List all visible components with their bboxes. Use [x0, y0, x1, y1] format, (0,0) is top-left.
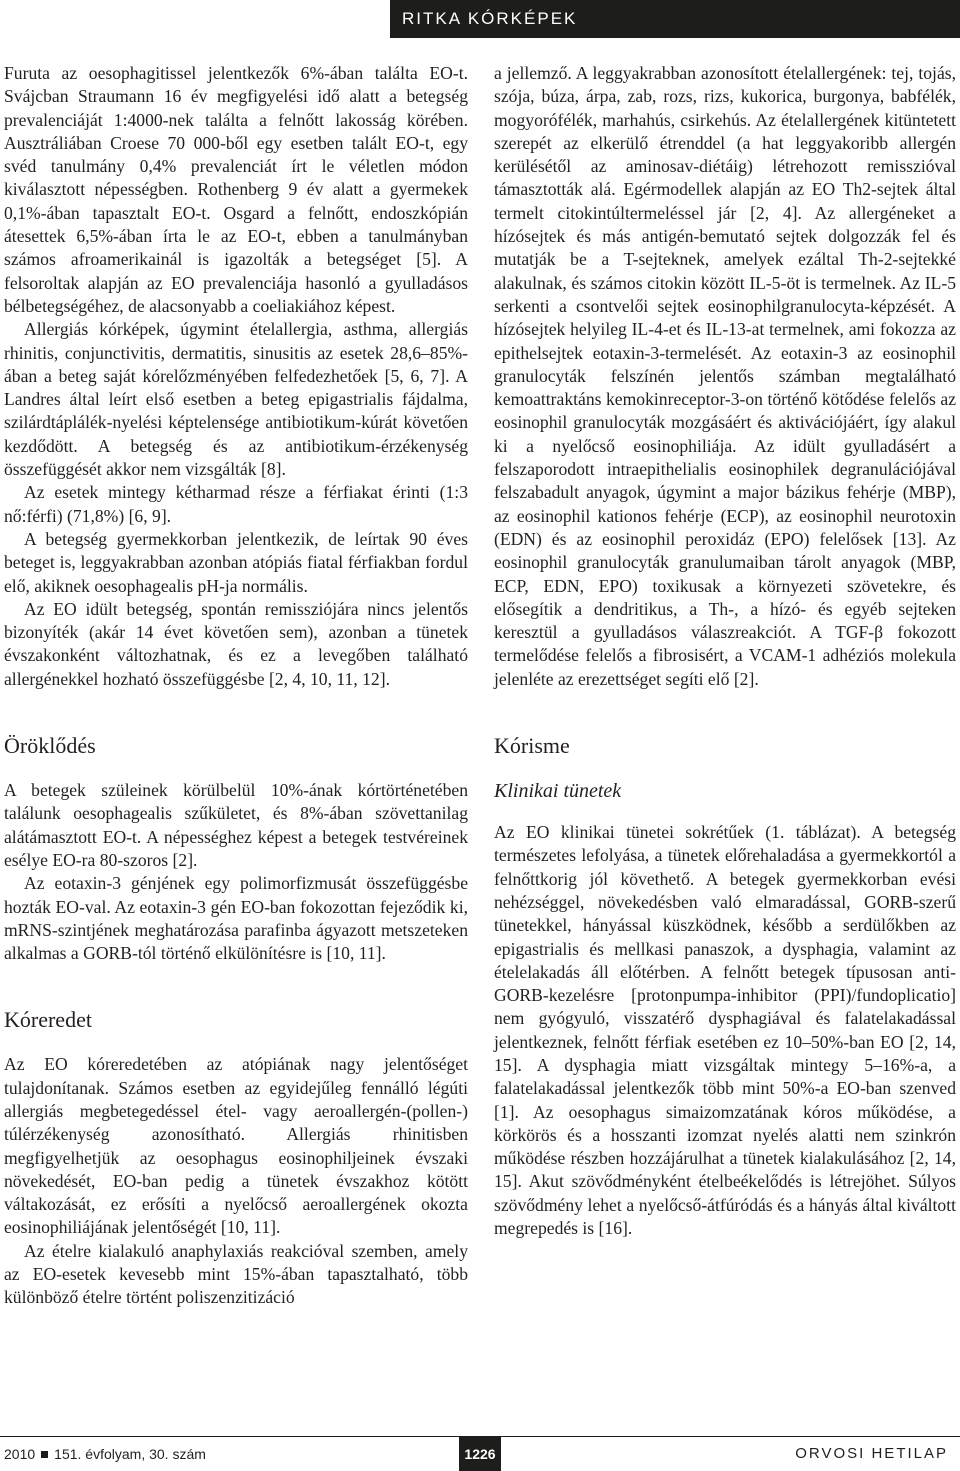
subsection-heading-clinical-symptoms: Klinikai tünetek	[494, 780, 622, 803]
footer-issue-info	[4, 1446, 206, 1462]
paragraph: Az EO klinikai tünetei sokrétűek (1. táblázat). A betegség természetes lefolyása, a tünetek előrehaladása a gyermekkortól a felnőttkorig jól követhető. A betegek gyermekkorban evési nehézséggel, növekedésben való elmaradással, GORB-szerű tünetekkel, hányással küszködnek, később a serdülőkben az epigastrialis és mellkasi panaszok, a dysphagia, valamint az ételelakadás áll előtérben. A felnőtt betegek típusosan anti-GORB-kezelésre [protonpumpa-inhibitor (PPI)/fundoplicatio] nem gyógyuló, visszatérő dysphagiával és falatelakadással jelentkeznek, felnőtt férfiak esetében ez 10–50%-ban EO [2, 14, 15]. A dysphagia miatt vizsgáltak mintegy 5–16%-a, a falatelakadással jelentkezők több mint 50%-a EO-ban szenved [1]. Az oesophagus simaizomzatának kóros működése, a körkörös és a hosszanti izomzat nyelés alatti nem szinkrón működése részben hozzájárulhat a tünetek kialakulásához [2, 14, 15]. Akut szövődményként ételbeékelődés is létrejöhet. Súlyos szövődmény lehet a nyelőcső-átfúródás és a hányás által kiváltott megrepedés is [16].	[494, 822, 956, 1239]
paragraph: Allergiás kórképek, úgymint ételallergia, asthma, allergiás rhinitis, conjunctivitis, dermatitis, sinusitis az esetek 28,6–85%-ában a beteg saját kórelőzményében felfedezhetőek [5, 6, 7]. A Landres által leírt első esetben a beteg epigastrialis fájdalma, szilárdtáplálék-nyelési képtelensége antibiotikum-kúrát követően kezdődött. A betegség és az antibiotikum-érzékenység összefüggését akkor nem vizsgálták [8].	[4, 319, 468, 480]
section-heading-diagnosis: Kórisme	[494, 733, 570, 759]
section-heading-inheritance: Öröklődés	[4, 733, 96, 759]
right-column	[494, 62, 956, 1240]
paragraph: Az EO idült betegség, spontán remissziójára nincs jelentős bizonyíték (akár 14 évet követően sem), azonban a tünetek évszakonként változhatnak, és ez a levegőben található allergénekkel hozható összefüggésbe [2, 4, 10, 11, 12].	[4, 598, 468, 689]
paragraph: Az ételre kialakuló anaphylaxiás reakcióval szemben, amely az EO-esetek kevesebb mint 15%-ában tapasztalható, több különböző ételre történt poliszenzitizáció	[4, 1240, 468, 1308]
journal-name: ORVOSI HETILAP	[795, 1445, 948, 1462]
paragraph: a jellemző. A leggyakrabban azonosított ételallergének: tej, tojás, szója, búza, árpa, zab, rozs, rizs, kukorica, burgonya, babfélék, mogyorófélék, marhahús, csirkehús. Az ételallergének kitüntetett szerepét az elkerülő étrenddel (a hat leggyakoribb allergén kerülésétől az aminosav-diétáig) létrehozott remisszióval támasztották alá. Egérmodellek alapján az EO Th2-sejtek által termelt citokintúltermeléssel jár [2, 4]. Az allergéneket a hízósejtek és más antigén-bemutató sejtek dolgozzák fel és mutatják be a T-sejteknek, amelyek ezáltal Th-2-sejtekké alakulnak, és számos citokin között IL-5-öt is termelnek. Az IL-5 serkenti a csontvelői sejtek eosinophilgranulocyta-képzését. A hízósejtek helyileg IL-4-et és IL-13-at termelnek, ami fokozza az epithelsejtek eotaxin-3-termelését. Az eotaxin-3 az eosinophil granulocyták felszínén jelentős számban megtalálható kemoattraktáns kemokinreceptor-3-on történő kötődése felelős az eosinophil granulocyták mozgásáért és aktivációjáért, így alakul ki a nyelőcső eosinophiliája. Az idült gyulladásért a felszaporodott intraepithelialis eosinophilek degranulációjával felszabadult anyagok, úgymint a major bázikus fehérje (MBP), az eosinophil kationos fehérje (ECP), az eosinophil neurotoxin (EDN) és az eosinophil peroxidáz (EPO) felelősek [13]. Az eosinophil granulocyták granulumaiban tárolt anyagok (MBP, ECP, EDN, EPO) toxikusak a környezeti szövetekre, és elősegítik a dendritikus, a Th-, a hízó- és egyéb sejteken keresztül a gyulladásos válaszreakciót. A TGF-β fokozott termelődése felelős a fibrosisért, a VCAM-1 adhéziós molekula jelenléte az erezettséget segíti elő [2].	[494, 63, 956, 689]
paragraph: Furuta az oesophagitissel jelentkezők 6%-ában találta EO-t. Svájcban Straumann 16 év megfigyelési idő alatt a betegség prevalenciáját 1:4000-nek találta a felnőtt lakosság körében. Ausztráliában Croese 70 000-ből egy esetben talált EO-t, egy svéd tanulmány 0,4% prevalenciát írt le véletlen módon kiválasztott népességben. Rothenberg 9 év alatt a gyermekek 0,1%-ában tapasztalt EO-t. Osgard a felnőtt, endoszkópián átesettek 6,5%-ában írta le az EO-t, ebben a tanulmányban számos afroamerikainál is igazolták a betegséget [5]. A felsoroltak alapján az EO prevalenciája hasonló a gyulladásos bélbetegségéhez, de alacsonyabb a coeliakiához képest.	[4, 63, 468, 316]
paragraph: Az esetek mintegy kétharmad része a férfiakat érinti (1:3 nő:férfi) (71,8%) [6, 9].	[4, 482, 468, 526]
footer-issue: 151. évfolyam, 30. szám	[54, 1446, 206, 1462]
paragraph: A betegség gyermekkorban jelentkezik, de leírtak 90 éves beteget is, leggyakrabban azonban atópiás fiatal férfiakban fordul elő, akiknek oesophagealis pH-ja normális.	[4, 528, 468, 596]
page-number: 1226	[459, 1437, 501, 1471]
section-header: RITKA KÓRKÉPEK	[390, 0, 960, 38]
page-footer	[0, 1436, 960, 1471]
paragraph: Az eotaxin-3 génjének egy polimorfizmusát összefüggésbe hozták EO-val. Az eotaxin-3 gén EO-ban fokozottan fejeződik ki, mRNS-szintjének meghatározása parafinba ágyazott metszeteken alkalmas a GORB-tól történő elkülönítésre is [10, 11].	[4, 873, 468, 964]
section-heading-etiology: Kóreredet	[4, 1007, 92, 1033]
footer-year: 2010	[4, 1446, 36, 1462]
left-column	[4, 62, 468, 1310]
square-bullet-icon	[41, 1451, 48, 1458]
paragraph: Az EO kóreredetében az atópiának nagy jelentőséget tulajdonítanak. Számos esetben az egyidejűleg fennálló légúti allergiás megbetegedéssel étel- vagy aeroallergén-(pollen-) túlérzékenység azonosítható. Allergiás rhinitisben megfigyelhetjük az oesophagus eosinophiljeinek évszaki növekedését, EO-ban pedig a tünetek évszakhoz kötött váltakozását, ez erősíti a nyelőcső aeroallergének okozta eosinophiliájának jelentőségét [10, 11].	[4, 1054, 468, 1238]
paragraph: A betegek szüleinek körülbelül 10%-ának kórtörténetében találunk oesophagealis szűkületet, és 8%-ában szövettanilag alátámasztott EO-t. A népességhez képest a betegek testvéreinek esélye EO-ra 80-szoros [2].	[4, 780, 468, 870]
